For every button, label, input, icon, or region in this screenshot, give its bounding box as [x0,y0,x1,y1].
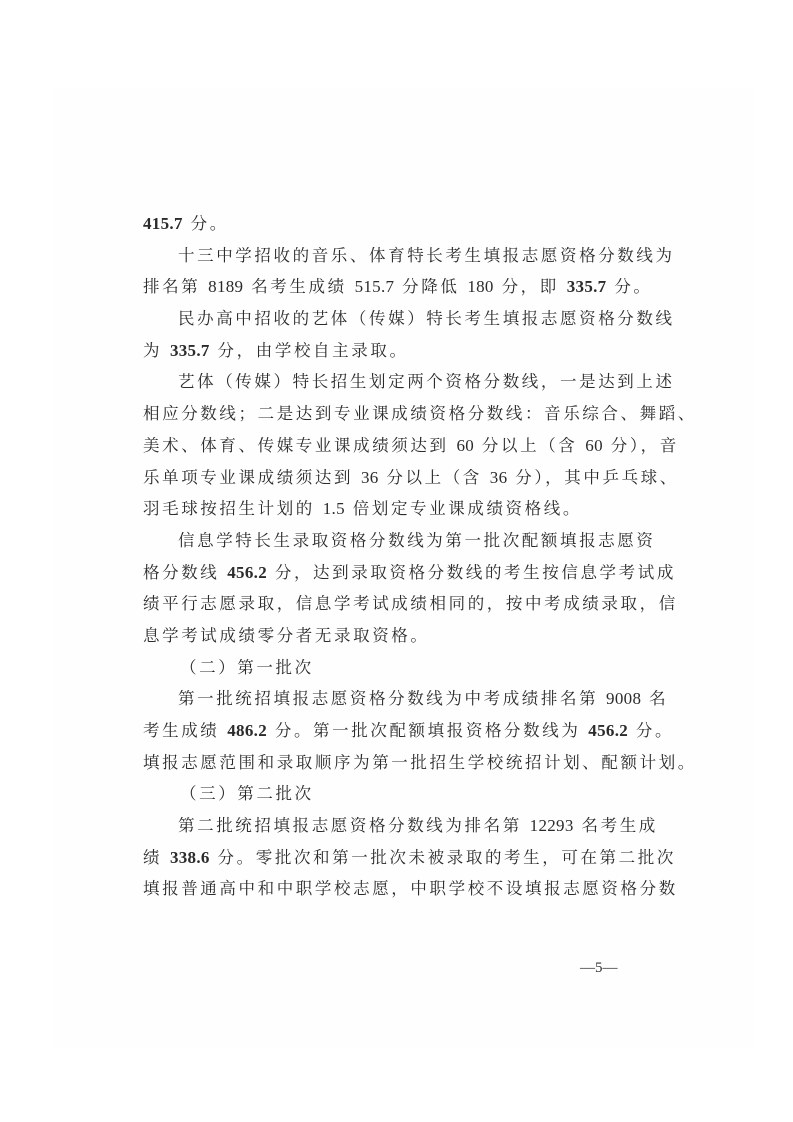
text-line [143,366,675,398]
text-line [143,303,675,335]
text-segment: 填报志愿范围和录取顺序为第一批招生学校统招计划、配额计划。 [143,752,697,772]
number-value: 9008 [606,689,642,709]
text-line [143,747,697,779]
text-segment: 排名第 [143,277,209,297]
text-segment: 绩 [143,847,170,867]
text-segment: 分。 [628,721,675,740]
number-value: 60 [456,435,475,455]
text-line [143,430,679,462]
text-segment: 分，即 [493,277,567,297]
text-segment: 分以上（含 [474,435,586,455]
highlighted-score: 415.7 [143,214,183,233]
text-line [143,271,653,303]
text-segment: 名 [641,689,669,709]
section-heading [143,778,643,810]
text-segment: 分，达到录取资格分数线的考生按信息学考试成 [267,562,676,582]
number-value: 60 [585,435,603,455]
text-segment: 相应分数线；二是达到专业课成绩资格分数线：音乐综合、舞蹈、 [143,404,697,424]
number-value: 12293 [529,816,574,836]
text-segment: 分。第一批次配额填报资格分数线为 [267,721,589,740]
text-segment: 十三中学招收的音乐、体育特长考生填报志愿资格分数线为 [178,245,675,265]
text-line [143,462,679,494]
text-segment: 艺体（传媒）特长招生划定两个资格分数线，一是达到上述 [178,372,675,392]
text-line [143,873,678,905]
text-segment: 息学考试成绩零分者无录取资格。 [143,625,430,645]
text-segment: 分，由学校自主录取。 [209,340,409,360]
text-segment: 分以上（含 [378,467,490,487]
text-line [143,620,643,652]
text-segment: 绩平行志愿录取，信息学考试成绩相同的，按中考成绩录取，信 [143,594,678,614]
section-heading [143,652,643,684]
text-segment: 分。 [182,214,229,233]
text-segment: 分），音 [602,435,679,455]
text-segment: 信息学特长生录取资格分数线为第一批次配额填报志愿资 [178,530,656,550]
highlighted-score: 338.6 [169,847,210,867]
text-line [143,335,643,367]
text-segment: 名考生成 [573,816,658,836]
text-segment: 羽毛球按招生计划的 [143,499,323,519]
text-segment: 为 [143,340,170,360]
highlighted-score: 335.7 [169,340,210,360]
text-segment: 分。零批次和第一批次未被录取的考生，可在第二批次 [209,847,676,867]
text-line [143,842,676,874]
highlighted-score: 486.2 [227,721,267,740]
text-line [143,208,643,240]
text-segment: 格分数线 [143,562,228,582]
number-value: 36 [360,467,379,487]
number-value: 36 [489,467,508,487]
highlighted-score: 456.2 [588,721,629,740]
text-segment: （三）第二批次 [180,784,314,804]
text-line [143,683,669,715]
text-segment: 美术、体育、传媒专业课成绩须达到 [143,435,457,455]
text-segment: 倍划定专业课成绩资格线。 [344,499,582,519]
text-line [143,810,658,842]
text-segment: 分降低 [394,277,468,297]
text-line [143,715,675,747]
text-line [143,588,678,620]
number-value: 1.5 [322,499,345,519]
highlighted-score: 335.7 [566,277,607,297]
text-segment: 分。 [606,277,653,297]
text-line [143,493,643,525]
text-segment: 乐单项专业课成绩须达到 [143,467,361,487]
text-segment: 分），其中乒乓球、 [507,467,679,487]
text-line [143,557,676,589]
text-segment: 第二批统招填报志愿资格分数线为排名第 [178,816,530,836]
number-value: 8189 [208,277,244,297]
text-segment: 第一批统招填报志愿资格分数线为中考成绩排名第 [178,689,607,709]
number-value: 180 [467,277,494,297]
document-body [143,208,697,905]
text-segment: （二）第一批次 [180,657,314,677]
text-line [143,240,675,272]
text-segment: 民办高中招收的艺体（传媒）特长考生填报志愿资格分数线 [178,309,675,329]
text-segment: 考生成绩 [143,721,228,740]
number-value: 515.7 [354,277,395,297]
page-number: —5— [580,960,618,976]
text-segment: 填报普通高中和中职学校志愿，中职学校不设填报志愿资格分数 [143,879,678,899]
text-line [143,398,697,430]
text-segment: 名考生成绩 [243,277,355,297]
text-line [143,525,656,557]
highlighted-score: 456.2 [227,562,267,582]
